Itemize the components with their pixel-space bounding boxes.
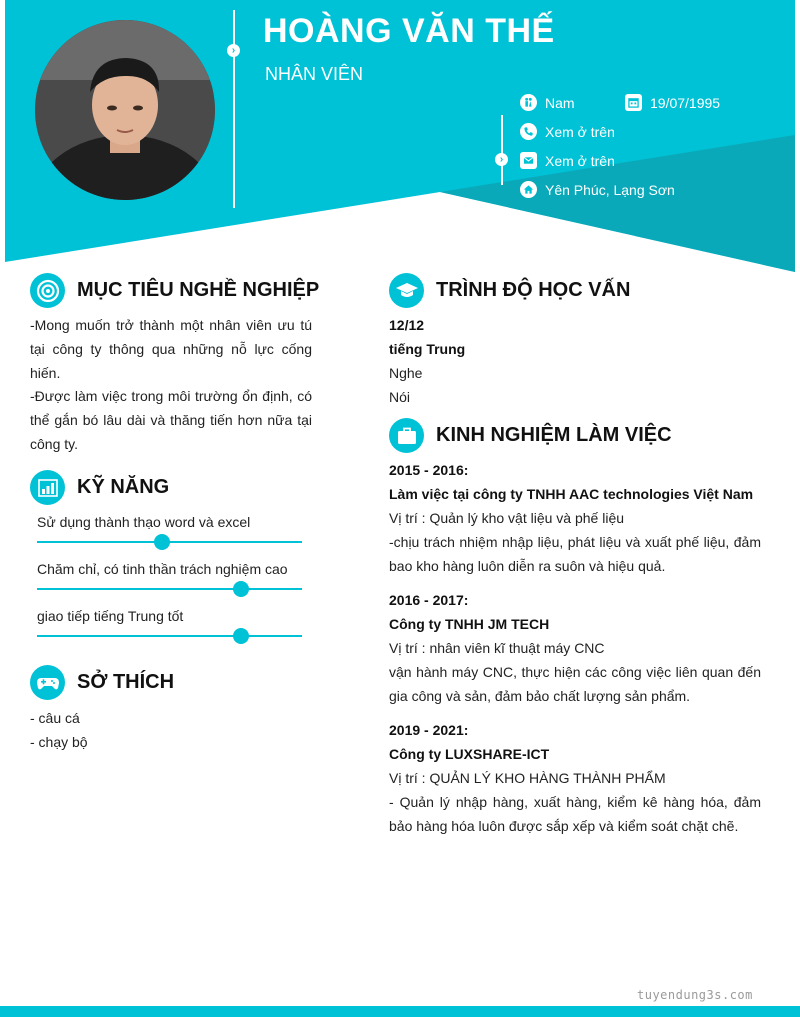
chevron-right-icon: › bbox=[495, 153, 508, 166]
candidate-title: NHÂN VIÊN bbox=[265, 64, 364, 84]
hobbies-title: SỞ THÍCH bbox=[77, 671, 175, 693]
job-1-period: 2015 - 2016: bbox=[389, 462, 469, 478]
dob-value: 19/07/1995 bbox=[650, 94, 721, 111]
education-grade: 12/12 bbox=[389, 317, 425, 333]
experience-title: KINH NGHIỆM LÀM VIỆC bbox=[436, 424, 672, 446]
candidate-name: HOÀNG VĂN THẾ bbox=[263, 12, 555, 50]
hobby-item-1: - câu cá bbox=[30, 710, 80, 726]
avatar-photo bbox=[35, 20, 215, 200]
objective-title: MỤC TIÊU NGHỀ NGHIỆP bbox=[77, 279, 320, 301]
education-skill-2: Nói bbox=[389, 389, 411, 405]
education-skill-1: Nghe bbox=[389, 365, 423, 381]
objective-paragraph-2: -Được làm việc trong môi trường ổn định, có thể gắn bó lâu dài và thăng tiến hơn nữa tại công ty. bbox=[30, 388, 312, 452]
job-2-description: vận hành máy CNC, thực hiện các công việc liên quan đến gia công và sản, đảm bảo chất lượng sản phẩm. bbox=[389, 664, 761, 704]
job-2-period: 2016 - 2017: bbox=[389, 592, 469, 608]
phone-info bbox=[520, 123, 615, 140]
skill-label-3: giao tiếp tiếng Trung tốt bbox=[37, 608, 184, 624]
address-value: Yên Phúc, Lạng Sơn bbox=[545, 181, 675, 198]
footer-bar bbox=[0, 1006, 800, 1017]
education-title: TRÌNH ĐỘ HỌC VẤN bbox=[436, 279, 631, 301]
home-icon bbox=[520, 181, 537, 198]
job-3-description: - Quản lý nhập hàng, xuất hàng, kiểm kê hàng hóa, đảm bảo hàng hóa luôn được sắp xếp và kiểm soát chặt chẽ. bbox=[389, 794, 761, 834]
skill-bar-2 bbox=[37, 588, 302, 590]
job-1-description: -chịu trách nhiệm nhập liệu, phát liệu và xuất phế liệu, đảm bao kho hàng luôn diễn ra suôn và hiệu quả. bbox=[389, 534, 761, 574]
skill-knob-3 bbox=[233, 628, 249, 644]
objective-header bbox=[30, 273, 319, 308]
hobbies-header bbox=[30, 665, 174, 700]
phone-icon bbox=[520, 123, 537, 140]
job-2-position: Vị trí : nhân viên kĩ thuật máy CNC bbox=[389, 640, 605, 656]
watermark: tuyendung3s.com bbox=[637, 988, 753, 1002]
dob-info bbox=[625, 94, 720, 111]
target-icon bbox=[30, 273, 65, 308]
briefcase-icon bbox=[389, 418, 424, 453]
education-language: tiếng Trung bbox=[389, 341, 466, 357]
email-info bbox=[520, 152, 615, 169]
job-3-period: 2019 - 2021: bbox=[389, 722, 469, 738]
job-3-position: Vị trí : QUẢN LÝ KHO HÀNG THÀNH PHẨM bbox=[389, 770, 666, 786]
skill-bar-1 bbox=[37, 541, 302, 543]
avatar bbox=[35, 20, 215, 200]
bar-chart-icon bbox=[30, 470, 65, 505]
education-header bbox=[389, 273, 630, 308]
job-2-company: Công ty TNHH JM TECH bbox=[389, 616, 550, 632]
phone-value: Xem ở trên bbox=[545, 123, 615, 140]
job-1-position: Vị trí : Quản lý kho vật liệu và phế liệu bbox=[389, 510, 625, 526]
gender-info bbox=[520, 94, 575, 111]
experience-header bbox=[389, 418, 672, 453]
job-3-company: Công ty LUXSHARE-ICT bbox=[389, 746, 550, 762]
email-value: Xem ở trên bbox=[545, 152, 615, 169]
gender-icon bbox=[520, 94, 537, 111]
skills-title: KỸ NĂNG bbox=[77, 476, 170, 498]
skill-label-2: Chăm chỉ, có tinh thần trách nghiệm cao bbox=[37, 561, 288, 577]
chevron-right-icon: › bbox=[227, 44, 240, 57]
objective-paragraph-1: -Mong muốn trở thành một nhân viên ưu tú tại công ty thông qua những nỗ lực cống hiến. bbox=[30, 317, 312, 381]
job-1-company: Làm việc tại công ty TNHH AAC technologies Việt Nam bbox=[389, 486, 754, 502]
skills-header bbox=[30, 470, 169, 505]
gender-value: Nam bbox=[545, 94, 575, 111]
gamepad-icon bbox=[30, 665, 65, 700]
skill-knob-2 bbox=[233, 581, 249, 597]
email-icon bbox=[520, 152, 537, 169]
header-divider-contact bbox=[501, 115, 503, 185]
hobby-item-2: - chạy bộ bbox=[30, 734, 88, 750]
graduation-cap-icon bbox=[389, 273, 424, 308]
header-divider-left bbox=[233, 10, 235, 208]
skill-knob-1 bbox=[154, 534, 170, 550]
skill-bar-3 bbox=[37, 635, 302, 637]
calendar-icon bbox=[625, 94, 642, 111]
skill-label-1: Sử dụng thành thạo word và excel bbox=[37, 514, 251, 530]
address-info bbox=[520, 181, 675, 198]
